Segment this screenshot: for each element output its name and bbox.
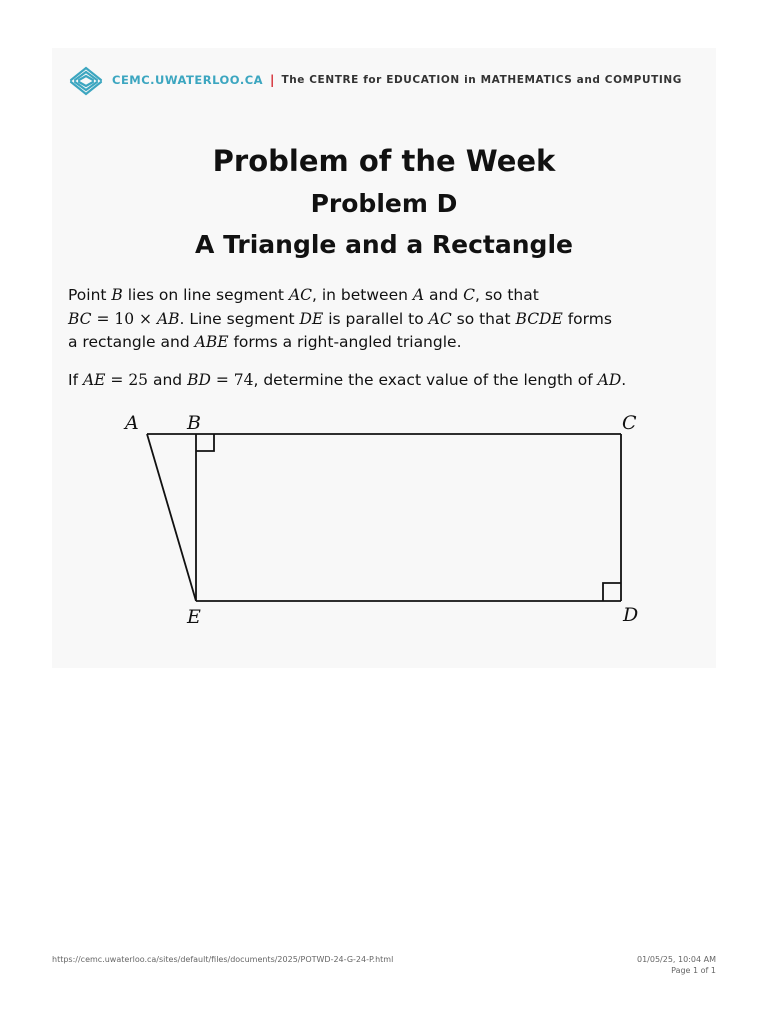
- label-a: A: [125, 412, 139, 434]
- problem-level: Problem D: [310, 189, 458, 218]
- right-angle-marker-d: [603, 583, 621, 601]
- right-angle-marker-b: [196, 434, 214, 451]
- header-separator: |: [270, 73, 275, 87]
- problem-title: A Triangle and a Rectangle: [195, 230, 573, 259]
- footer-url: https://cemc.uwaterloo.ca/sites/default/files/documents/2025/POTWD-24-G-24-P.html: [52, 955, 394, 964]
- footer-page-number: Page 1 of 1: [671, 966, 716, 975]
- geometry-diagram: [52, 48, 716, 668]
- footer-datetime: 01/05/25, 10:04 AM: [637, 955, 716, 964]
- document-page: [52, 48, 716, 668]
- label-b: B: [187, 412, 201, 434]
- footer-meta: [637, 954, 716, 976]
- page-title: Problem of the Week: [212, 144, 556, 178]
- label-e: E: [187, 606, 201, 628]
- problem-question: If AE = 25 and BD = 74, determine the exact value of the length of AD.: [68, 371, 627, 389]
- label-d: D: [623, 604, 639, 626]
- brand-link[interactable]: CEMC.UWATERLOO.CA: [112, 73, 264, 87]
- problem-statement: Point B lies on line segment AC, in between A and C, so that BC = 10 × AB. Line segment DE is parallel to AC so that BCDE forms a rectangle and ABE forms a right-angled triangle.: [68, 286, 612, 351]
- segment-ae: [147, 434, 196, 601]
- label-c: C: [622, 412, 637, 434]
- header-tagline: The CENTRE for EDUCATION in MATHEMATICS and COMPUTING: [281, 74, 682, 86]
